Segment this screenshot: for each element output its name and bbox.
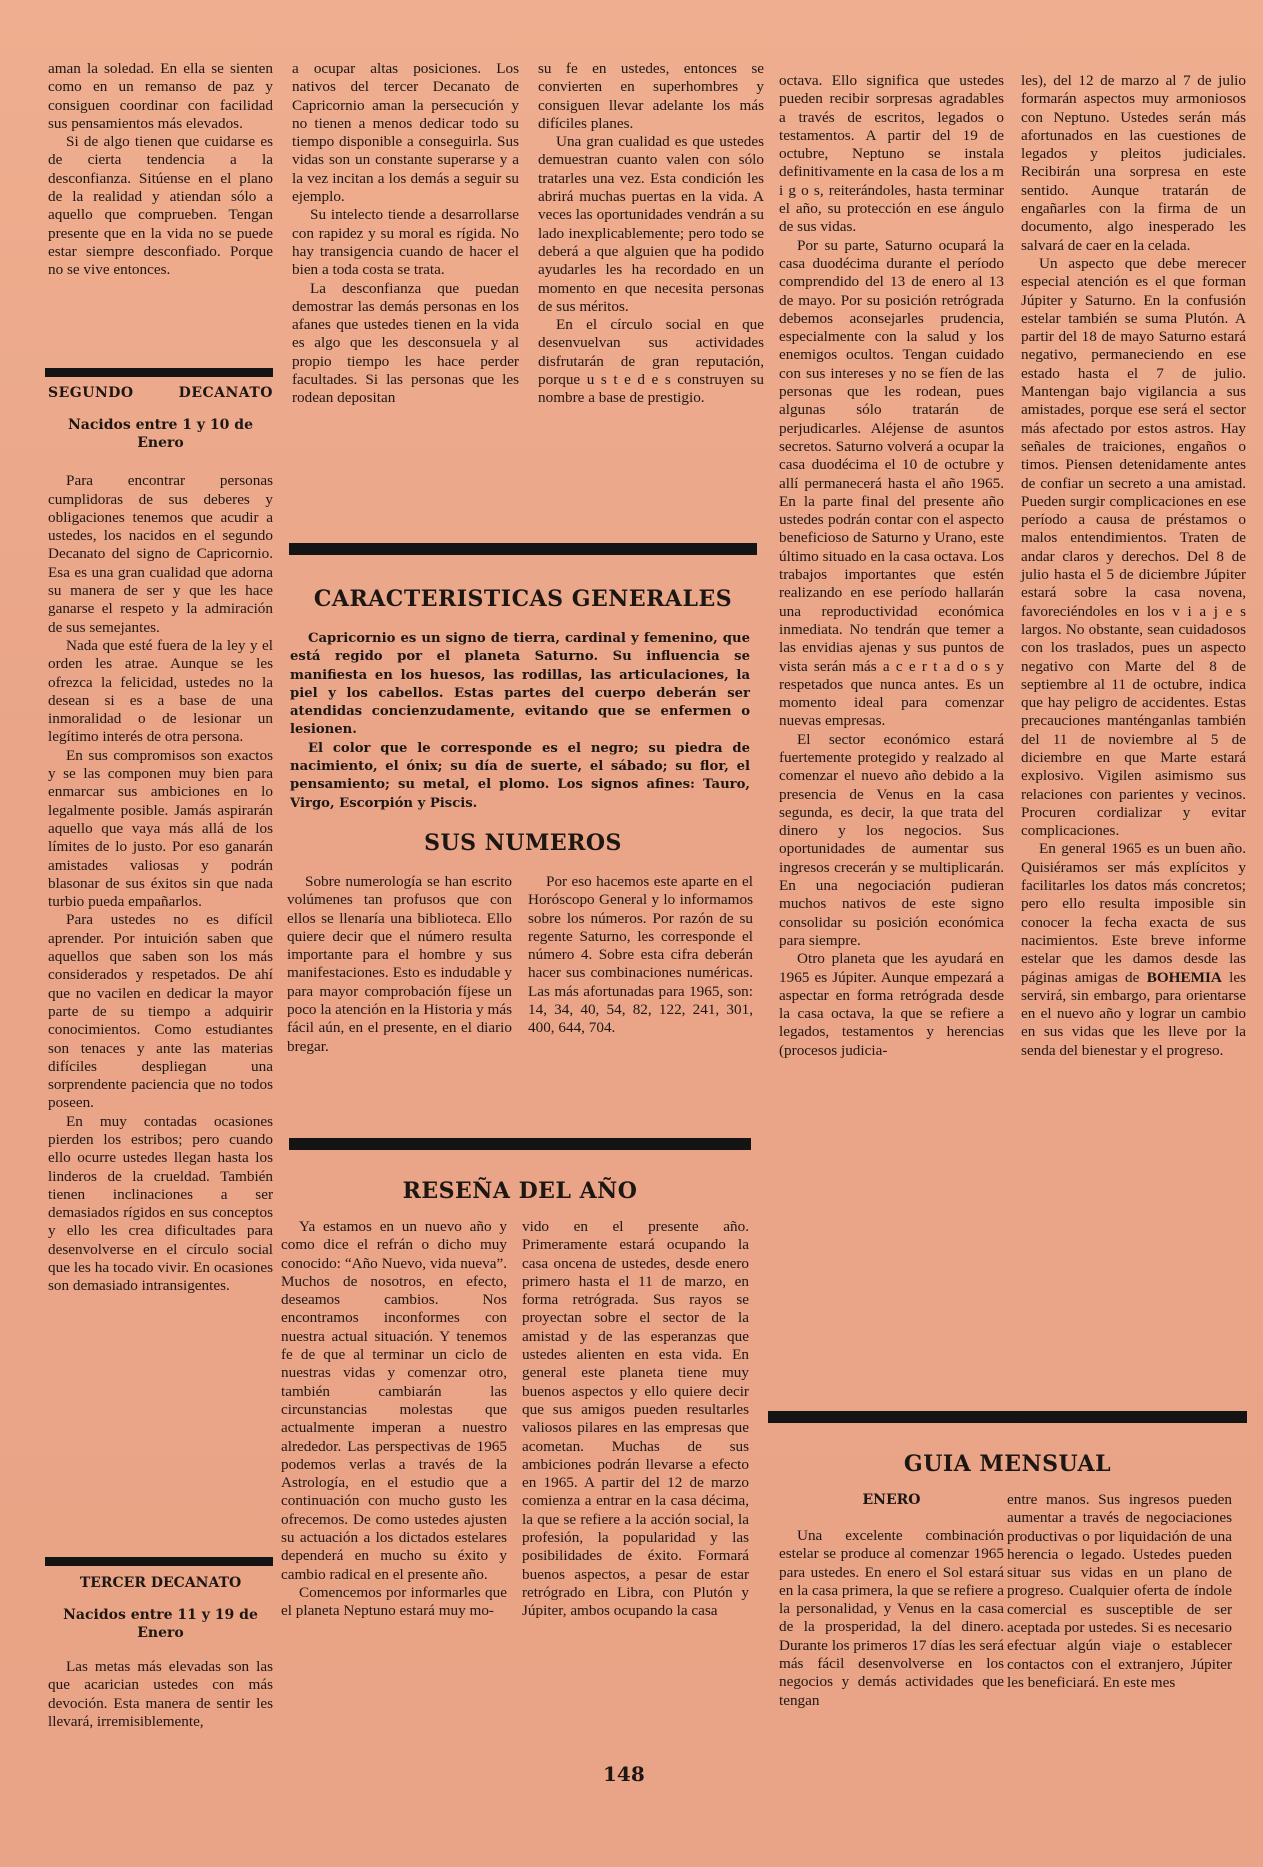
guia-left	[779, 1527, 1004, 1710]
section-divider	[289, 1138, 751, 1150]
column-2	[292, 60, 519, 408]
paragraph: a ocupar altas posiciones. Los nativos del tercer Decanato de Capricornio aman la persecución y no tienen a menos dedicar todo su tiempo disponible a conseguirla. Sus vidas son un constante superarse y a la vez incitan a los demás a seguir su ejemplo.	[292, 60, 519, 206]
section-subtitle: Nacidos entre 11 y 19 de Enero	[63, 1607, 258, 1641]
magazine-name: BOHEMIA	[1146, 968, 1222, 986]
tercer-decanato	[48, 1574, 273, 1731]
column-1	[48, 60, 273, 280]
section-divider	[289, 543, 757, 555]
generales-heading: CARACTERISTICAS GENERALES	[313, 586, 733, 612]
paragraph: Nada que esté fuera de la ley y el orden les atrae. Aunque se les ofrezca la felicidad, ustedes no la desean si es a base de una inmoralidad o de lesionar un legítimo interés de otra persona.	[48, 636, 273, 746]
resena-right	[522, 1218, 749, 1621]
paragraph: Comencemos por informarles que el planeta Neptuno estará muy mo-	[281, 1583, 507, 1620]
paragraph: su fe en ustedes, entonces se convierten en superhombres y consiguen llevar adelante los más difíciles planes.	[538, 60, 764, 132]
section-subtitle: Nacidos entre 1 y 10 de Enero	[68, 417, 253, 452]
paragraph-text: les servirá, sin embargo, para orientarse en el nuevo año y lograr un cambio en sus vidas que les lleve por la senda del bienestar y el progreso.	[1021, 968, 1247, 1059]
guia-heading: GUIA MENSUAL	[903, 1451, 1112, 1477]
column-5	[1021, 72, 1246, 1060]
guia-right	[1007, 1491, 1232, 1692]
paragraph: les), del 12 de marzo al 7 de julio formarán aspectos muy armoniosos con Neptuno. Ustedes serán más afortunados en las cuestiones de legados y pleitos judiciales. Recibirán una sorpresa en este sentido. Aunque tratarán de engañarles con la firma de un documento, algo inesperado les salvará de caer en la celada.	[1021, 72, 1246, 254]
paragraph: Ya estamos en un nuevo año y como dice el refrán o dicho muy conocido: “Año Nuevo, vida nueva”. Muchos de nosotros, en efecto, deseamos cambios. Nos encontramos inconformes con nuestra actual situación. Y tenemos fe de que al terminar un ciclo de nuestras vidas y comenzar otro, también cambiarán las circunstancias molestas que actualmente imperan a nuestro alrededor. Las perspectivas de 1965 podemos verlas a través de la Astrología, en el estudio que a continuación con mucho gusto les ofrecemos. De como ustedes ajusten su actuación a los dictados estelares dependerá en mucho su éxito y cambio radical en el presente año.	[281, 1218, 507, 1583]
paragraph: En sus compromisos son exactos y se las componen muy bien para enmarcar sus ambiciones en lo legalmente posible. Jamás aspirarán aquello que vaya más allá de los límites de lo justo. Por eso ganarán amistades valiosas y podrán blasonar de sus éxitos sin que nada turbio pueda empañarlos.	[48, 746, 273, 911]
segundo-decanato	[48, 384, 273, 1296]
paragraph: aman la soledad. En ella se sienten como en un remanso de paz y consiguen coordinar con facilidad sus pensamientos más elevados.	[48, 60, 273, 132]
paragraph: En el círculo social en que desenvuelvan sus actividades disfrutarán de gran reputación, porque u s t e d e s construyen su nombre a base de prestigio.	[538, 316, 764, 407]
paragraph: Una excelente combinación estelar se produce al comenzar 1965 para ustedes. En enero el Sol estará en la casa primera, la que se refiere a la personalidad, y Venus en la casa de la prosperidad, la del dinero. Durante los primeros 17 días les será más fácil desenvolverse en los negocios y demás actividades que tengan	[779, 1527, 1004, 1709]
paragraph: El color que le corresponde es el negro; su piedra de nacimiento, el ónix; su día de suerte, el sábado; su flor, el pensamiento; su metal, el plomo. Los signos afines: Tauro, Virgo, Escorpión y Piscis.	[290, 740, 750, 811]
section-divider	[768, 1411, 1247, 1423]
paragraph: vido en el presente año. Primeramente estará ocupando la casa oncena de ustedes, desde enero primero hasta el 11 de marzo, en forma retrógrada. Sus rayos se proyectan sobre el sector de la amistad y de las esperanzas que ustedes alienten en esta vida. En general este planeta tiene muy buenos aspectos y ello quiere decir que sus amigos pueden resultarles valiosos pilares en las empresas que acometan. Muchas de sus ambiciones podrán llevarse a efecto en 1965. A partir del 12 de marzo comienza a entrar en la casa décima, la que se refiere a la acción social, la profesión, la popularidad y las posibilidades de éxito. Formará buenos aspectos, a pesar de estar retrógrado en Libra, con Plutón y Júpiter, ambos ocupando la casa	[522, 1218, 749, 1620]
paragraph: Por su parte, Saturno ocupará la casa duodécima durante el período comprendido del 13 de enero al 13 de mayo. Por su posición retrógrada debemos aconsejarles prudencia, especialmente con la salud y los enemigos ocultos. Tengan cuidado con sus intereses y no se fíen de las personas que les rodean, pues algunas sólo tratarán de perjudicarles. Aléjense de asuntos secretos. Saturno volverá a ocupar la casa duodécima el 10 de octubre y allí permanecerá hasta el año 1965. En la parte final del presente año ustedes podrán contar con el aspecto beneficioso de Saturno y Urano, este último situado en la casa octava. Los trabajos importantes que estén realizando en ese período hallarán una reproductividad económica inmediata. No tendrán que temer a las envidias ajenas y sus puntos de vista serán más a c e r t a d o s y respetados que nunca antes. Es un momento ideal para comenzar nuevas empresas.	[779, 236, 1004, 730]
paragraph: Otro planeta que les ayudará en 1965 es Júpiter. Aunque empezará a aspectar en forma retrógrada desde la casa octava, la que se refiere a legados, testamentos y herencias (procesos judicia-	[779, 950, 1004, 1059]
paragraph: Una gran cualidad es que ustedes demuestran cuanto valen con sólo tratarles una vez. Esta condición les abrirá muchas puertas en la vida. A veces las oportunidades vendrán a su lado inexplicablemente; pero todo se deberá a que alguien que ha podido ayudarles les ha recordado en un momento en que necesita personas de sus méritos.	[538, 133, 764, 315]
paragraph	[1021, 840, 1246, 1060]
paragraph: El sector económico estará fuertemente protegido y realzado al comenzar el nuevo año debido a la presencia de Venus en la casa segunda, es decir, la que trata del dinero y los negocios. Sus oportunidades de aumentar sus ingresos crecerán y se multiplicarán. En una negociación pudieran muchos nativos de este signo consolidar su posición económica para siempre.	[779, 730, 1004, 949]
paragraph: Por eso hacemos este aparte en el Horóscopo General y lo informamos sobre los números. Por razón de su regente Saturno, les corresponde el número 4. Sobre esta cifra deberán hacer sus combinaciones numéricas. Las más afortunadas para 1965, son: 14, 34, 40, 54, 82, 122, 241, 301, 400, 644, 704.	[528, 873, 753, 1037]
column-3	[538, 60, 764, 408]
paragraph: entre manos. Sus ingresos pueden aumentar a través de negociaciones productivas o por liquidación de una herencia o legado. Ustedes pueden situar sus vidas en un plano de progreso. Cualquier oferta de índole comercial es susceptible de ser aceptada por ustedes. Si es necesario efectuar algún viaje o establecer contactos con el extranjero, Júpiter les beneficiará. En este mes	[1007, 1491, 1232, 1691]
paragraph: octava. Ello significa que ustedes pueden recibir sorpresas agradables a través de escritos, legados o testamentos. A partir del 19 de octubre, Neptuno se instala definitivamente en la casa de los a m i g o s, reiterándoles, hasta terminar el año, su protección en ese ángulo de sus vidas.	[779, 72, 1004, 236]
section-title: SEGUNDO DECANATO	[48, 385, 273, 401]
page-number: 148	[603, 1762, 645, 1786]
resena-heading: RESEÑA DEL AÑO	[402, 1178, 638, 1204]
section-divider	[45, 1557, 273, 1566]
generales-body	[290, 630, 750, 813]
paragraph: Si de algo tienen que cuidarse es de cierta tendencia a la desconfianza. Sitúense en el plano de la realidad y atiendan sólo a aquello que comprueben. Tengan presente que en la vida no se puede estar siempre desconfiado. Porque no se vive entonces.	[48, 133, 273, 279]
numeros-right	[528, 873, 753, 1038]
paragraph: Capricornio es un signo de tierra, cardinal y femenino, que está regido por el planeta Saturno. Su influencia se manifiesta en los huesos, las rodillas, las articulaciones, la piel y los cabellos. Estas partes del cuerpo deberán ser atendidas concienzudamente, evitando que se enfermen o lesionen.	[290, 631, 750, 738]
paragraph: Un aspecto que debe merecer especial atención es el que forman Júpiter y Saturno. En la confusión estelar también se suma Plutón. A partir del 18 de mayo Saturno estará negativo, permaneciendo en ese estado hasta el 7 de julio. Mantengan bajo vigilancia a sus amistades, porque ese será el sector más afectado por estos astros. Hay señales de traiciones, engaños o timos. Piensen detenidamente antes de confiar un secreto a una amistad. Pueden surgir complicaciones en ese período a causa de préstamos o malos entendimientos. Traten de andar claros y derechos. Del 8 de julio hasta el 5 de diciembre Júpiter estará sobre la casa novena, favoreciéndoles en los v i a j e s largos. No obstante, sean cuidadosos con los traslados, pues un aspecto negativo con Marte del 8 de septiembre al 11 de octubre, indica que hay peligro de accidentes. Estas precauciones manténganlas también del 11 de noviembre al 5 de diciembre en que Marte estará explosivo. Vigilen asimismo sus relaciones con parientes y vecinos. Procuren cordializar y evitar complicaciones.	[1021, 254, 1246, 840]
paragraph: Para encontrar personas cumplidoras de sus deberes y obligaciones tenemos que acudir a ustedes, los nacidos en el segundo Decanato del signo de Capricornio. Esa es una gran cualidad que adorna su manera de ser y que les hace ganarse el respeto y la admiración de sus semejantes.	[48, 472, 273, 636]
paragraph: Sobre numerología se han escrito volúmenes tan profusos que con ellos se llenaría una biblioteca. Ello quiere decir que el número resulta importante para el hombre y sus manifestaciones. Esto es indudable y para mayor comprobación fíjese un poco la atención en la Historia y más fácil aún, en el presente, en el diario bregar.	[287, 873, 512, 1055]
paragraph: Para ustedes no es difícil aprender. Por intuición saben que aquellos que saben son los más considerados y respetados. De ahí que no vacilen en dedicar la mayor parte de su tiempo a adquirir conocimientos. Como estudiantes son tenaces y ante las materias difíciles despliegan una sorprendente paciencia que no todos poseen.	[48, 911, 273, 1112]
section-divider	[45, 368, 273, 377]
column-4	[779, 72, 1004, 1060]
paragraph: Su intelecto tiende a desarrollarse con rapidez y su moral es rígida. No hay transigencia cuando de hacer el bien a toda costa se trata.	[292, 206, 519, 279]
paragraph-text: En general 1965 es un buen año. Quisiéramos ser más explícitos y facilitarles los datos más concretos; pero ello resulta imposible sin conocer la fecha exacta de sus nacimientos. Este breve informe estelar que les damos desde las páginas amigas de	[1021, 840, 1246, 986]
paragraph: En muy contadas ocasiones pierden los estribos; pero cuando ello ocurre ustedes llegan hasta los linderos de la crueldad. También tienen inclinaciones a ser demasiados rígidos en sus conceptos y ello les crea dificultades para desenvolverse en el círculo social que les ha tocado vivir. En ocasiones son demasiado intransigentes.	[48, 1112, 273, 1295]
paragraph: La desconfianza que puedan demostrar las demás personas en los afanes que ustedes tienen en la vida es algo que les desconsuela y al propio tiempo les hace perder facultades. Si las personas que les rodean depositan	[292, 279, 519, 407]
month-heading: ENERO	[862, 1492, 921, 1508]
numeros-heading: SUS NUMEROS	[424, 830, 622, 856]
resena-left	[281, 1218, 507, 1621]
section-title: TERCER DECANATO	[79, 1575, 242, 1591]
paragraph: Las metas más elevadas son las que acarician ustedes con más devoción. Esta manera de sentir les llevará, irremisiblemente,	[48, 1658, 273, 1730]
numeros-left	[287, 873, 512, 1056]
